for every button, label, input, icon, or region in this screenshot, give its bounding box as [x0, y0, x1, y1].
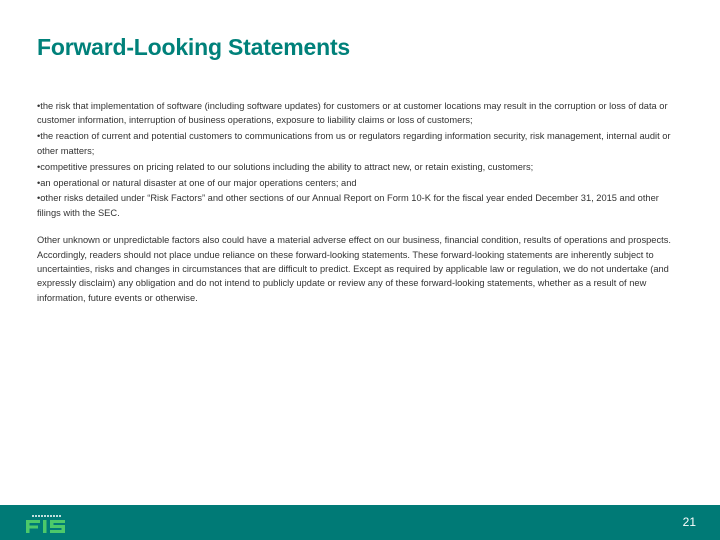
- bullet-text: the reaction of current and potential customers to communications from us or regulators regarding information security, risk management, internal audit or other matters;: [37, 131, 671, 156]
- disclaimer-paragraph: Other unknown or unpredictable factors also could have a material adverse effect on our business, financial condition, results of operations and prospects. Accordingly, readers should not place undue reliance on these forward-looking statements. These forward-looking statements are inherently subject to uncertainties, risks and changes in circumstances that are difficult to predict. Except as required by applicable law or regulation, we do not undertake (and expressly disclaim) any obligation and do not intend to publicly update or review any of these forward-looking statements, whether as a result of new information, future events or otherwise.: [37, 235, 671, 303]
- slide-body: [37, 99, 677, 305]
- bullet-text: competitive pressures on pricing related to our solutions including the ability to attract new, or retain existing, customers;: [40, 161, 534, 172]
- bullet-item: [37, 176, 677, 190]
- bullet-item: [37, 99, 677, 128]
- bullet-text: the risk that implementation of software (including software updates) for customers or at customer locations may result in the corruption or loss of data or customer information, interruption of business operations, exposure to liability claims or loss of customers;: [37, 101, 668, 126]
- bullet-mark: •: [37, 101, 41, 111]
- bullet-mark: •: [37, 193, 41, 204]
- footer-bar: [0, 505, 720, 540]
- bullet-mark: •: [37, 161, 41, 172]
- bullet-item: [37, 160, 677, 174]
- bullet-text: an operational or natural disaster at one of our major operations centers; and: [40, 177, 357, 188]
- bullet-item: [37, 191, 677, 220]
- bullet-mark: •: [37, 131, 41, 142]
- bullet-list: [37, 99, 677, 220]
- page-number: 21: [682, 515, 696, 529]
- bullet-text: other risks detailed under “Risk Factors” and other sections of our Annual Report on Form 10-K for the fiscal year ended December 31, 2015 and other filings with the SEC.: [37, 193, 659, 218]
- slide-title: Forward-Looking Statements: [37, 34, 350, 60]
- bullet-mark: •: [37, 177, 41, 188]
- fis-logo-icon: [22, 514, 80, 534]
- bullet-item: [37, 129, 677, 158]
